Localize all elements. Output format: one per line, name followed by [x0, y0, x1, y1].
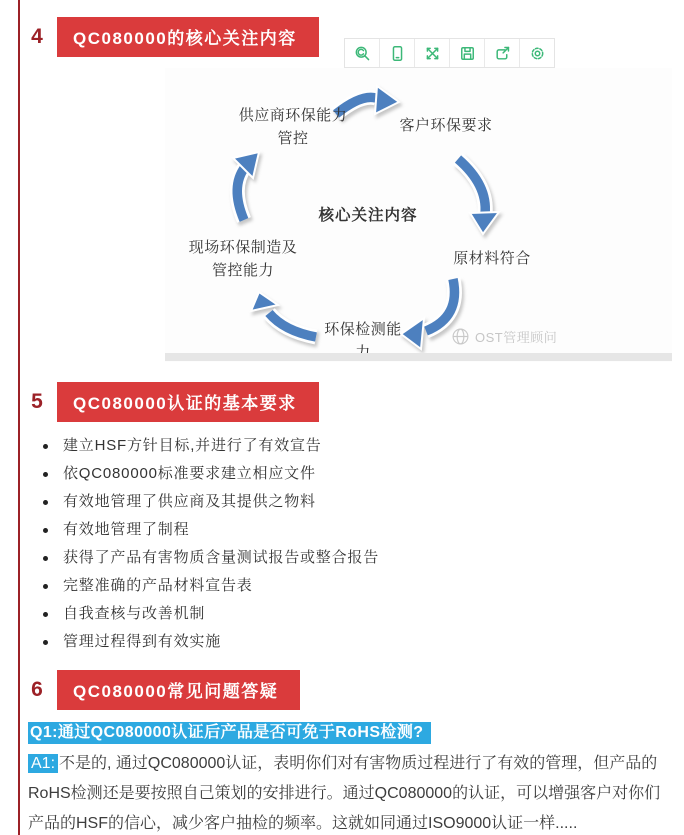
node-site-line2: 管控能力: [211, 262, 274, 279]
core-focus-cycle-diagram: [165, 68, 672, 362]
save-icon: [459, 45, 476, 62]
section-5-header: [30, 382, 319, 422]
share-button[interactable]: [485, 39, 520, 67]
node-site-line1: 现场环保制造及: [188, 239, 298, 256]
arrow-right-down: [458, 159, 499, 234]
node-site: [179, 236, 307, 282]
node-customer: 客户环保要求: [399, 117, 493, 134]
section-number: 4: [31, 25, 43, 48]
requirements-list: [40, 432, 640, 656]
section-title-banner: QC080000常见问题答疑: [57, 670, 300, 710]
list-item: 自我查核与改善机制: [40, 600, 640, 628]
answer-line: [28, 749, 678, 779]
mobile-view-button[interactable]: [380, 39, 415, 67]
watermark-text: OST管理顾问: [475, 330, 558, 345]
question-1-text: Q1:通过QC080000认证后产品是否可免于RoHS检测?: [28, 722, 431, 744]
list-item: 建立HSF方针目标,并进行了有效宣告: [40, 432, 640, 460]
section-number: 6: [31, 678, 43, 701]
section-title-banner: QC080000的核心关注内容: [57, 17, 319, 57]
arrow-bottom-right: [401, 279, 454, 349]
node-supplier-line2: 管控: [277, 130, 309, 147]
section-number: 5: [31, 390, 43, 413]
diagram-center-title: 核心关注内容: [318, 207, 418, 224]
node-supplier-line1: 供应商环保能力: [238, 107, 348, 124]
answer-1-badge: A1:: [28, 754, 58, 773]
question-1: [28, 719, 431, 742]
arrow-left-up: [233, 152, 259, 220]
answer-1: [28, 749, 678, 835]
list-item: 完整准确的产品材料宣告表: [40, 572, 640, 600]
list-item: 有效地管理了制程: [40, 516, 640, 544]
answer-line: RoHS检测还是要按照自己策划的安排进行。通过QC080000的认证，可以增强客户对你们: [28, 785, 661, 802]
section-4-header: [30, 17, 319, 57]
section-6-header: [30, 670, 300, 710]
section-title-banner: QC080000认证的基本要求: [57, 382, 319, 422]
answer-text: 不是的, 通过QC080000认证，表明你们对有害物质过程进行了有效的管理，但产品的: [59, 755, 658, 772]
list-item: 依QC080000标准要求建立相应文件: [40, 460, 640, 488]
left-red-rule: [18, 0, 20, 835]
node-supplier: [213, 104, 373, 150]
arrow-bottom-left: [251, 292, 316, 337]
image-bottom-strip: [165, 353, 672, 361]
answer-line: 产品的HSF的信心，减少客户抽检的频率。这就如同通过ISO9000认证一样.....: [28, 815, 578, 832]
save-button[interactable]: [450, 39, 485, 67]
share-icon: [494, 45, 511, 62]
node-material: 原材料符合: [453, 250, 531, 267]
globe-icon: [451, 327, 470, 346]
mobile-icon: [389, 45, 406, 62]
list-item: 获得了产品有害物质含量测试报告或整合报告: [40, 544, 640, 572]
list-item: 有效地管理了供应商及其提供之物料: [40, 488, 640, 516]
search-icon: [354, 45, 371, 62]
settings-button[interactable]: [520, 39, 554, 67]
image-toolbar: [344, 38, 555, 68]
search-button[interactable]: [345, 39, 380, 67]
fullscreen-icon: [424, 45, 441, 62]
fullscreen-button[interactable]: [415, 39, 450, 67]
watermark: [451, 327, 557, 346]
list-item: 管理过程得到有效实施: [40, 628, 640, 656]
settings-icon: [529, 45, 546, 62]
node-testing-line1: 环保检测能: [324, 321, 402, 338]
